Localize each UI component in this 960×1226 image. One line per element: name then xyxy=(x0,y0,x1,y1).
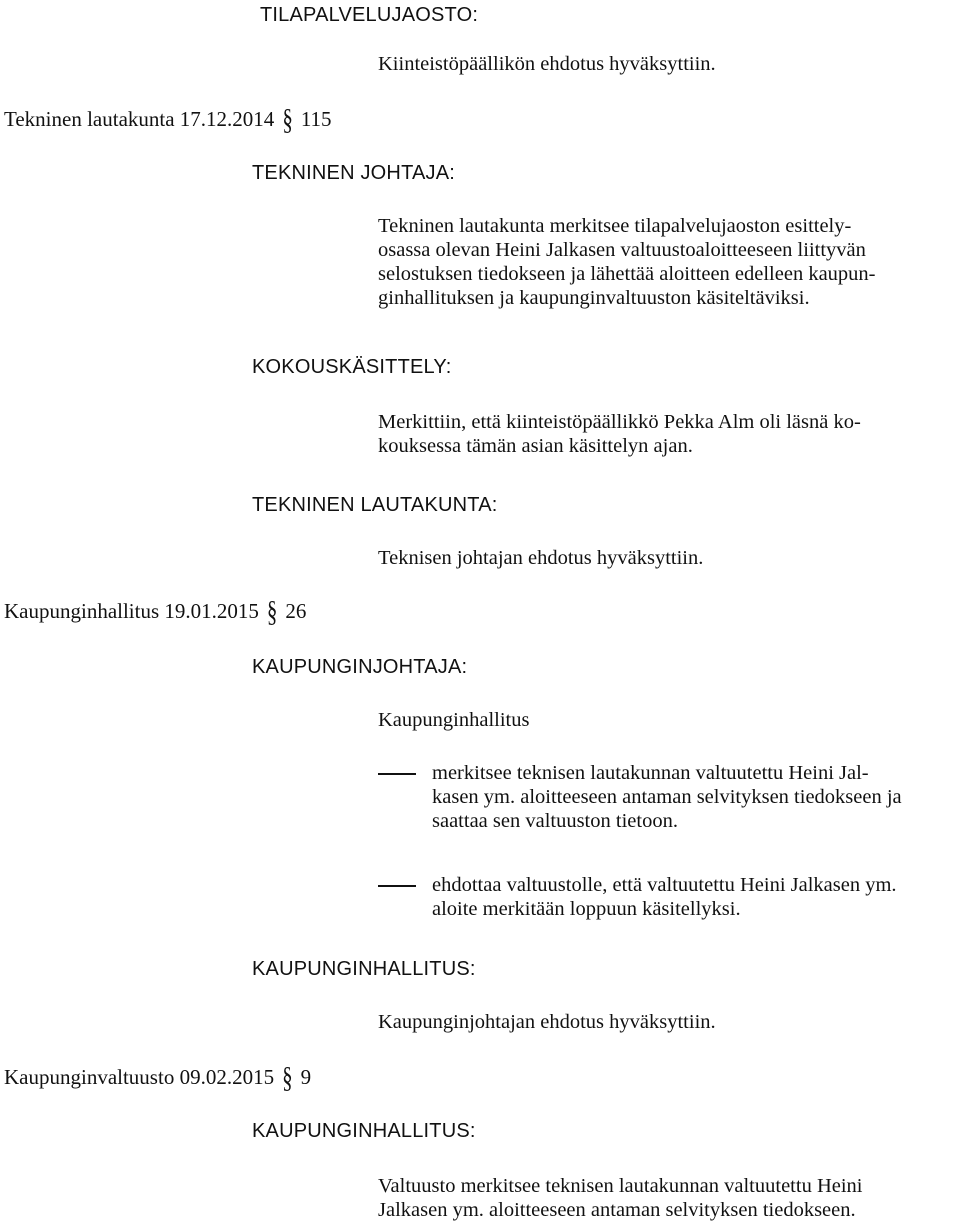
section-number: 26 xyxy=(285,599,307,623)
bullet-item xyxy=(432,761,902,833)
section-sign-icon: § xyxy=(282,1060,293,1094)
paragraph-line: saattaa sen valtuuston tietoon. xyxy=(432,810,678,832)
paragraph-line: kouksessa tämän asian käsittelyn ajan. xyxy=(378,435,693,457)
section-sign-icon: § xyxy=(282,102,293,136)
proposal-paragraph xyxy=(378,214,958,310)
decision-text: Teknisen johtajan ehdotus hyväksyttiin. xyxy=(378,547,704,569)
proposal-intro: Kaupunginhallitus xyxy=(378,709,530,731)
decision-text: Kaupunginjohtajan ehdotus hyväksyttiin. xyxy=(378,1011,716,1033)
paragraph-line: Tekninen lautakunta merkitsee tilapalvelujaoston esittely- xyxy=(378,215,852,237)
paragraph-line: Merkittiin, että kiinteistöpäällikkö Pekka Alm oli läsnä ko- xyxy=(378,411,861,433)
dash-bullet-icon xyxy=(378,885,416,887)
paragraph-line: aloite merkitään loppuun käsitellyksi. xyxy=(432,898,741,920)
paragraph-line: selostuksen tiedokseen ja lähettää aloitteen edelleen kaupun- xyxy=(378,263,876,285)
section-label-kaupunginhallitus: KAUPUNGINHALLITUS: xyxy=(252,1120,476,1142)
paragraph-line: osassa olevan Heini Jalkasen valtuustoaloitteeseen liittyvän xyxy=(378,239,866,261)
meeting-name: Tekninen lautakunta 17.12.2014 xyxy=(4,107,275,131)
section-number: 9 xyxy=(300,1065,312,1089)
section-sign-icon: § xyxy=(266,594,278,628)
section-label-tekninen-lautakunta: TEKNINEN LAUTAKUNTA: xyxy=(252,494,498,516)
section-number: 115 xyxy=(300,107,332,131)
dash-bullet-icon xyxy=(378,773,416,775)
meeting-heading xyxy=(4,1060,312,1094)
meeting-name: Kaupunginhallitus 19.01.2015 xyxy=(4,599,259,623)
meeting-note-paragraph xyxy=(378,410,958,458)
decision-text: Kiinteistöpäällikön ehdotus hyväksyttiin. xyxy=(378,53,716,75)
section-label-kaupunginhallitus: KAUPUNGINHALLITUS: xyxy=(252,958,476,980)
paragraph-line: merkitsee teknisen lautakunnan valtuutettu Heini Jal- xyxy=(432,762,869,784)
paragraph-line: Valtuusto merkitsee teknisen lautakunnan valtuutettu Heini xyxy=(378,1175,863,1197)
section-label-kokouskasittely: KOKOUSKÄSITTELY: xyxy=(252,356,452,378)
meeting-heading xyxy=(4,594,307,628)
section-label-kaupunginjohtaja: KAUPUNGINJOHTAJA: xyxy=(252,656,468,678)
paragraph-line: Jalkasen ym. aloitteeseen antaman selvityksen tiedokseen. xyxy=(378,1199,856,1221)
council-decision-paragraph xyxy=(378,1174,958,1222)
meeting-heading xyxy=(4,102,332,136)
meeting-name: Kaupunginvaltuusto 09.02.2015 xyxy=(4,1065,275,1089)
section-label-tekninen-johtaja: TEKNINEN JOHTAJA: xyxy=(252,162,456,184)
paragraph-line: ehdottaa valtuustolle, että valtuutettu Heini Jalkasen ym. xyxy=(432,874,897,896)
section-label-tilapalvelujaosto: TILAPALVELUJAOSTO: xyxy=(260,4,479,26)
paragraph-line: kasen ym. aloitteeseen antaman selvityksen tiedokseen ja xyxy=(432,786,902,808)
paragraph-line: ginhallituksen ja kaupunginvaltuuston käsiteltäviksi. xyxy=(378,287,810,309)
bullet-item xyxy=(432,873,897,921)
